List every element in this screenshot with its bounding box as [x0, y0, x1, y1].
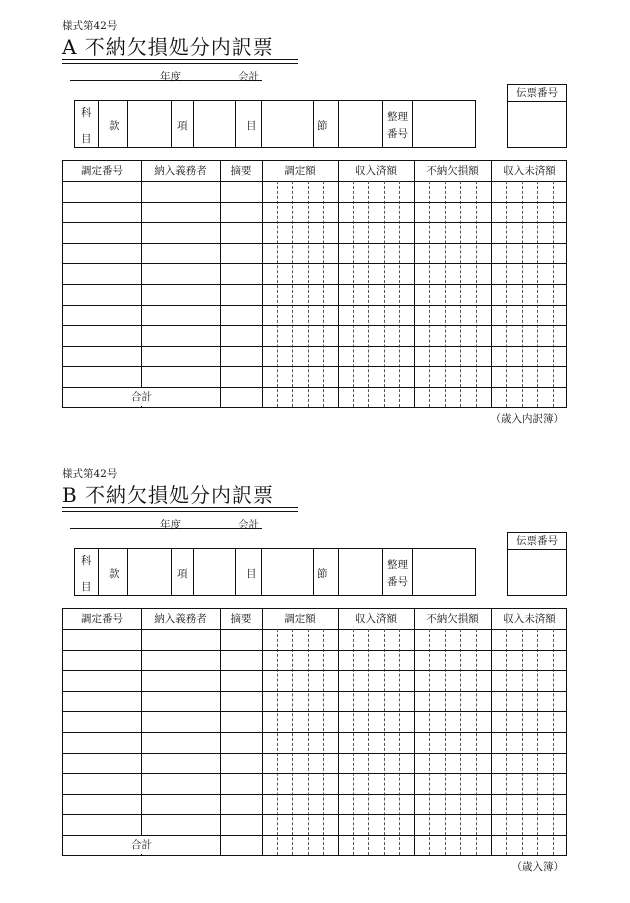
- column-header: 収入未済額: [503, 165, 556, 177]
- row-divider: [63, 366, 566, 367]
- row-divider: [63, 650, 566, 651]
- title-underline: [62, 507, 298, 508]
- kamoku-label-ka: 科: [81, 555, 92, 567]
- moku-value-cell[interactable]: [262, 101, 314, 147]
- digit-divider: [292, 629, 293, 855]
- row-divider: [63, 691, 566, 692]
- form-sheet: [0, 448, 630, 888]
- kamoku-label-moku: 目: [81, 581, 92, 593]
- kamoku-label-moku: 目: [81, 133, 92, 145]
- form-number: 様式第42号: [62, 20, 118, 32]
- column-header: 調定番号: [81, 165, 123, 177]
- row-divider: [63, 794, 566, 795]
- kou-label-cell: [172, 549, 194, 595]
- seiri-label-cell: [383, 549, 413, 595]
- seiri-label-cell: [383, 101, 413, 147]
- year-account-line: [70, 80, 262, 81]
- moku-label-cell: [236, 101, 262, 147]
- column-header: 納入義務者: [154, 165, 207, 177]
- setsu-label-cell: [314, 101, 339, 147]
- form-sheet: [0, 0, 630, 440]
- digit-divider: [476, 629, 477, 855]
- column-header: 収入済額: [355, 165, 397, 177]
- column-header: 不納欠損額: [426, 613, 479, 625]
- kou-value-cell[interactable]: [194, 101, 236, 147]
- moku-label: 目: [246, 568, 257, 580]
- row-divider: [63, 773, 566, 774]
- digit-divider: [399, 629, 400, 855]
- row-divider: [63, 325, 566, 326]
- column-header: 調定額: [284, 613, 316, 625]
- title-underline: [62, 511, 298, 512]
- digit-divider: [476, 181, 477, 407]
- digit-divider: [353, 181, 354, 407]
- row-divider: [63, 753, 566, 754]
- kamoku-label-ka: 科: [81, 107, 92, 119]
- row-divider: [63, 263, 566, 264]
- row-divider: [63, 670, 566, 671]
- setsu-value-cell[interactable]: [339, 101, 383, 147]
- voucher-number-box[interactable]: [507, 532, 567, 596]
- digit-divider: [384, 181, 385, 407]
- detail-table: [62, 608, 567, 856]
- total-label: 合計: [131, 839, 152, 851]
- account-label: 会計: [238, 519, 259, 531]
- seiri-label-bottom: 番号: [387, 576, 408, 588]
- account-label: 会計: [238, 71, 259, 83]
- digit-divider: [277, 629, 278, 855]
- seiri-label-top: 整理: [387, 559, 408, 571]
- row-divider: [63, 711, 566, 712]
- form-title: A 不納欠損処分内訳票: [62, 35, 274, 59]
- voucher-number-label: 伝票番号: [508, 85, 566, 102]
- digit-divider: [323, 181, 324, 407]
- title-underline: [62, 63, 298, 64]
- digit-divider: [429, 629, 430, 855]
- seiri-value-cell[interactable]: [413, 101, 475, 147]
- kou-label: 項: [177, 568, 188, 580]
- kou-label-cell: [172, 101, 194, 147]
- setsu-label: 節: [317, 568, 328, 580]
- total-label: 合計: [131, 391, 152, 403]
- row-divider: [63, 305, 566, 306]
- digit-divider: [308, 181, 309, 407]
- moku-label: 目: [246, 120, 257, 132]
- digit-divider: [292, 181, 293, 407]
- form-title: B 不納欠損処分内訳票: [62, 483, 275, 507]
- digit-divider: [460, 629, 461, 855]
- column-header: 調定番号: [81, 613, 123, 625]
- column-header: 納入義務者: [154, 613, 207, 625]
- classification-box: [74, 548, 476, 596]
- kan-label: 款: [109, 120, 120, 132]
- digit-divider: [368, 181, 369, 407]
- column-header: 調定額: [284, 165, 316, 177]
- voucher-number-label: 伝票番号: [508, 533, 566, 550]
- column-header: 不納欠損額: [426, 165, 479, 177]
- digit-divider: [537, 181, 538, 407]
- moku-value-cell[interactable]: [262, 549, 314, 595]
- setsu-value-cell[interactable]: [339, 549, 383, 595]
- row-divider: [63, 202, 566, 203]
- digit-divider: [460, 181, 461, 407]
- register-label: （歳入内訳簿）: [490, 413, 564, 425]
- column-header: 摘要: [230, 613, 252, 625]
- setsu-label: 節: [317, 120, 328, 132]
- kan-value-cell[interactable]: [128, 549, 172, 595]
- kan-value-cell[interactable]: [128, 101, 172, 147]
- row-divider: [63, 346, 566, 347]
- classification-box: [74, 100, 476, 148]
- digit-divider: [353, 629, 354, 855]
- moku-label-cell: [236, 549, 262, 595]
- form-number: 様式第42号: [62, 468, 118, 480]
- digit-divider: [445, 629, 446, 855]
- voucher-number-box[interactable]: [507, 84, 567, 148]
- seiri-value-cell[interactable]: [413, 549, 475, 595]
- digit-divider: [429, 181, 430, 407]
- fiscal-year-label: 年度: [160, 71, 181, 83]
- setsu-label-cell: [314, 549, 339, 595]
- row-divider: [63, 732, 566, 733]
- digit-divider: [506, 629, 507, 855]
- row-divider: [63, 243, 566, 244]
- row-divider: [63, 814, 566, 815]
- digit-divider: [323, 629, 324, 855]
- digit-divider: [506, 181, 507, 407]
- column-header: 収入未済額: [503, 613, 556, 625]
- kou-label: 項: [177, 120, 188, 132]
- digit-divider: [537, 629, 538, 855]
- digit-divider: [399, 181, 400, 407]
- digit-divider: [522, 629, 523, 855]
- digit-divider: [553, 181, 554, 407]
- column-header: 収入済額: [355, 613, 397, 625]
- fiscal-year-label: 年度: [160, 519, 181, 531]
- kan-label: 款: [109, 568, 120, 580]
- digit-divider: [445, 181, 446, 407]
- year-account-line: [70, 528, 262, 529]
- detail-table: [62, 160, 567, 408]
- column-header: 摘要: [230, 165, 252, 177]
- title-underline: [62, 59, 298, 60]
- row-divider: [63, 284, 566, 285]
- digit-divider: [368, 629, 369, 855]
- row-divider: [63, 222, 566, 223]
- digit-divider: [277, 181, 278, 407]
- register-label: （歳入簿）: [511, 861, 564, 873]
- digit-divider: [553, 629, 554, 855]
- digit-divider: [308, 629, 309, 855]
- kou-value-cell[interactable]: [194, 549, 236, 595]
- digit-divider: [384, 629, 385, 855]
- digit-divider: [522, 181, 523, 407]
- seiri-label-bottom: 番号: [387, 128, 408, 140]
- seiri-label-top: 整理: [387, 111, 408, 123]
